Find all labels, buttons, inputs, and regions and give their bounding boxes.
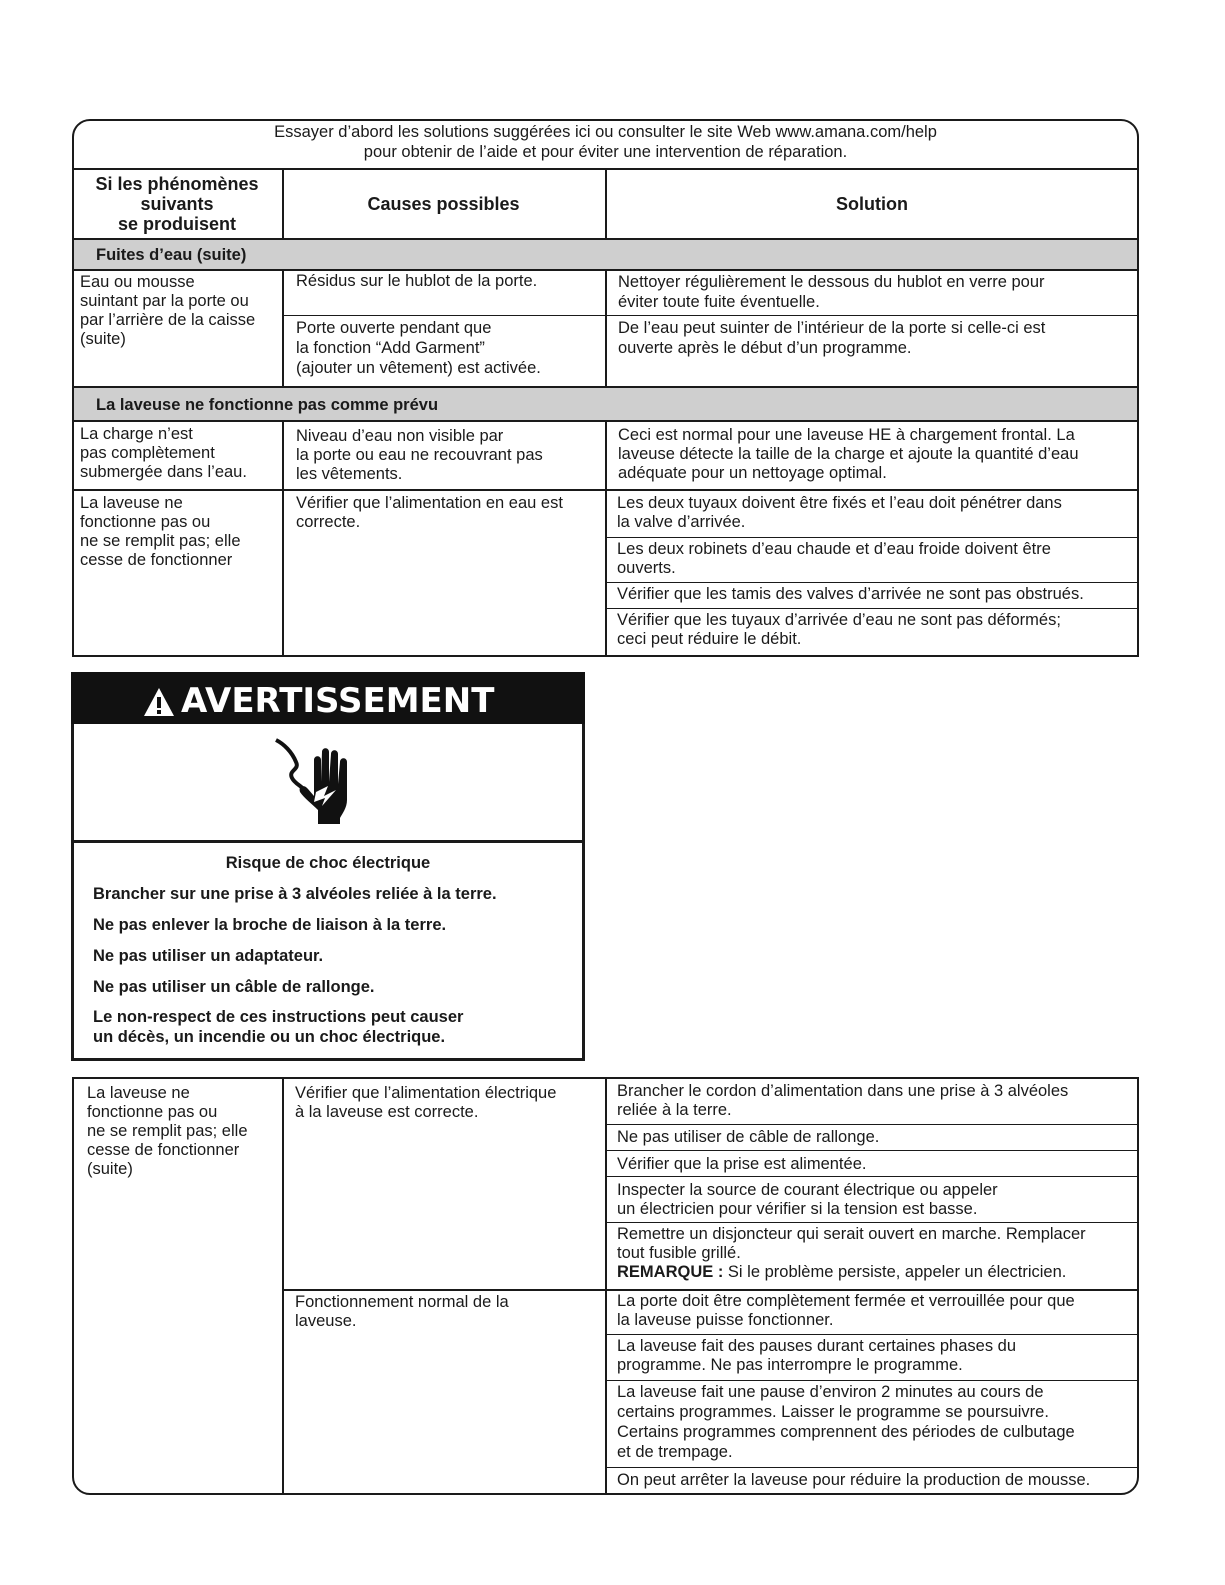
row3-solution1-l1: Les deux tuyaux doivent être fixés et l’eau doit pénétrer dans: [617, 494, 1062, 512]
t2-note-text: Si le problème persiste, appeler un électricien.: [723, 1263, 1067, 1281]
t2-cause-b-l1: Fonctionnement normal de la: [295, 1293, 509, 1311]
row3-solution2-l2: ouverts.: [617, 559, 676, 577]
warning-line-1: Brancher sur une prise à 3 alvéoles reliée à la terre.: [93, 885, 497, 903]
row1-problem-l1: Eau ou mousse: [80, 273, 195, 291]
t2-sol-b3-l2: certains programmes. Laisser le programme se poursuivre.: [617, 1403, 1049, 1421]
warning-title: AVERTISSEMENT: [181, 681, 495, 722]
t2-problem-l2: fonctionne pas ou: [87, 1103, 218, 1121]
warning-line-4: Ne pas utiliser un câble de rallonge.: [93, 978, 375, 996]
row1-problem-l4: (suite): [80, 330, 126, 348]
row3-solution1-l2: la valve d’arrivée.: [617, 513, 746, 531]
t2-sol-b1-l1: La porte doit être complètement fermée et verrouillée pour que: [617, 1292, 1075, 1310]
t2-problem-l4: cesse de fonctionner: [87, 1141, 240, 1159]
t2-cause-b-l2: laveuse.: [295, 1312, 357, 1330]
warning-consequence-l1: Le non-respect de ces instructions peut causer: [93, 1008, 464, 1026]
row2-solution-l3: adéquate pour un nettoyage optimal.: [618, 464, 887, 482]
t2-sol-a5-l1: Remettre un disjoncteur qui serait ouvert en marche. Remplacer: [617, 1225, 1086, 1243]
t2-problem-l3: ne se remplit pas; elle: [87, 1122, 248, 1140]
t2-sol-a3: Vérifier que la prise est alimentée.: [617, 1155, 867, 1173]
t2-sol-a2: Ne pas utiliser de câble de rallonge.: [617, 1128, 880, 1146]
row3-problem-l2: fonctionne pas ou: [80, 513, 211, 531]
row2-problem-l1: La charge n’est: [80, 425, 193, 443]
t2-sol-a5-l2: tout fusible grillé.: [617, 1244, 741, 1262]
row1-cause-b-l3: (ajouter un vêtement) est activée.: [296, 359, 541, 377]
row1-cause-b-l1: Porte ouverte pendant que: [296, 319, 492, 337]
row2-solution-l2: laveuse détecte la taille de la charge et ajoute la quantité d’eau: [618, 445, 1079, 463]
header-problem-line1: Si les phénomènes: [95, 174, 259, 194]
t2-note: [617, 1263, 1066, 1283]
row3-problem-l3: ne se remplit pas; elle: [80, 532, 241, 550]
row1-problem-l3: par l’arrière de la caisse: [80, 311, 256, 329]
intro-line-2: pour obtenir de l’aide et pour éviter une intervention de réparation.: [363, 143, 848, 161]
t2-sol-b3-l3: Certains programmes comprennent des périodes de culbutage: [617, 1423, 1075, 1441]
t2-sol-b3-l4: et de trempage.: [617, 1443, 733, 1461]
electric-shock-hand-icon: [270, 734, 365, 830]
row3-cause-l1: Vérifier que l’alimentation en eau est: [296, 494, 563, 512]
row2-cause-l3: les vêtements.: [296, 465, 403, 483]
section-title-not-working: La laveuse ne fonctionne pas comme prévu: [96, 396, 439, 414]
t2-problem-l5: (suite): [87, 1160, 133, 1178]
warning-line-2: Ne pas enlever la broche de liaison à la terre.: [93, 916, 447, 934]
header-causes: Causes possibles: [367, 194, 520, 214]
warning-triangle-icon: [143, 687, 175, 717]
header-solution: Solution: [836, 194, 908, 214]
t2-note-label: REMARQUE :: [617, 1263, 724, 1281]
row3-solution4-l1: Vérifier que les tuyaux d’arrivée d’eau ne sont pas déformés;: [617, 611, 1061, 629]
warning-subtitle: Risque de choc électrique: [225, 854, 431, 872]
row3-cause-l2: correcte.: [296, 513, 361, 531]
t2-sol-b2-l1: La laveuse fait des pauses durant certaines phases du: [617, 1337, 1017, 1355]
t2-sol-a4-l1: Inspecter la source de courant électrique ou appeler: [617, 1181, 998, 1199]
row2-solution-l1: Ceci est normal pour une laveuse HE à chargement frontal. La: [618, 426, 1075, 444]
row1-solution-a-l2: éviter toute fuite éventuelle.: [618, 293, 820, 311]
row1-problem-l2: suintant par la porte ou: [80, 292, 249, 310]
row1-solution-a-l1: Nettoyer régulièrement le dessous du hublot en verre pour: [618, 273, 1045, 291]
t2-sol-a4-l2: un électricien pour vérifier si la tension est basse.: [617, 1200, 978, 1218]
row1-cause-b-l2: la fonction “Add Garment”: [296, 339, 485, 357]
t2-problem-l1: La laveuse ne: [87, 1084, 190, 1102]
intro-line-1: Essayer d’abord les solutions suggérées ici ou consulter le site Web www.amana.com/help: [274, 123, 937, 141]
row1-solution-b-l2: ouverte après le début d’un programme.: [618, 339, 912, 357]
row2-problem-l3: submergée dans l’eau.: [80, 463, 247, 481]
row2-problem-l2: pas complètement: [80, 444, 215, 462]
warning-consequence-l2: un décès, un incendie ou un choc électrique.: [93, 1028, 446, 1046]
row2-cause-l2: la porte ou eau ne recouvrant pas: [296, 446, 543, 464]
section-title-water-leaks: Fuites d’eau (suite): [96, 246, 247, 264]
row3-solution2-l1: Les deux robinets d’eau chaude et d’eau froide doivent être: [617, 540, 1051, 558]
t2-cause-a-l1: Vérifier que l’alimentation électrique: [295, 1084, 557, 1102]
t2-sol-b1-l2: la laveuse puisse fonctionner.: [617, 1311, 834, 1329]
t2-sol-a1-l1: Brancher le cordon d’alimentation dans une prise à 3 alvéoles: [617, 1082, 1069, 1100]
t2-cause-a-l2: à la laveuse est correcte.: [295, 1103, 479, 1121]
t2-sol-b4: On peut arrêter la laveuse pour réduire la production de mousse.: [617, 1471, 1091, 1489]
row1-solution-b-l1: De l’eau peut suinter de l’intérieur de la porte si celle-ci est: [618, 319, 1046, 337]
warning-line-3: Ne pas utiliser un adaptateur.: [93, 947, 324, 965]
t2-sol-b3-l1: La laveuse fait une pause d’environ 2 minutes au cours de: [617, 1383, 1044, 1401]
header-problem-line3: se produisent: [117, 214, 237, 234]
t2-sol-a1-l2: reliée à la terre.: [617, 1101, 732, 1119]
row3-solution3: Vérifier que les tamis des valves d’arrivée ne sont pas obstrués.: [617, 585, 1084, 603]
row3-problem-l1: La laveuse ne: [80, 494, 183, 512]
t2-sol-b2-l2: programme. Ne pas interrompre le programme.: [617, 1356, 963, 1374]
row2-cause-l1: Niveau d’eau non visible par: [296, 427, 504, 445]
row3-problem-l4: cesse de fonctionner: [80, 551, 233, 569]
row1-cause-a: Résidus sur le hublot de la porte.: [296, 272, 538, 290]
row3-solution4-l2: ceci peut réduire le débit.: [617, 630, 802, 648]
header-problem-line2: suivants: [140, 194, 214, 214]
